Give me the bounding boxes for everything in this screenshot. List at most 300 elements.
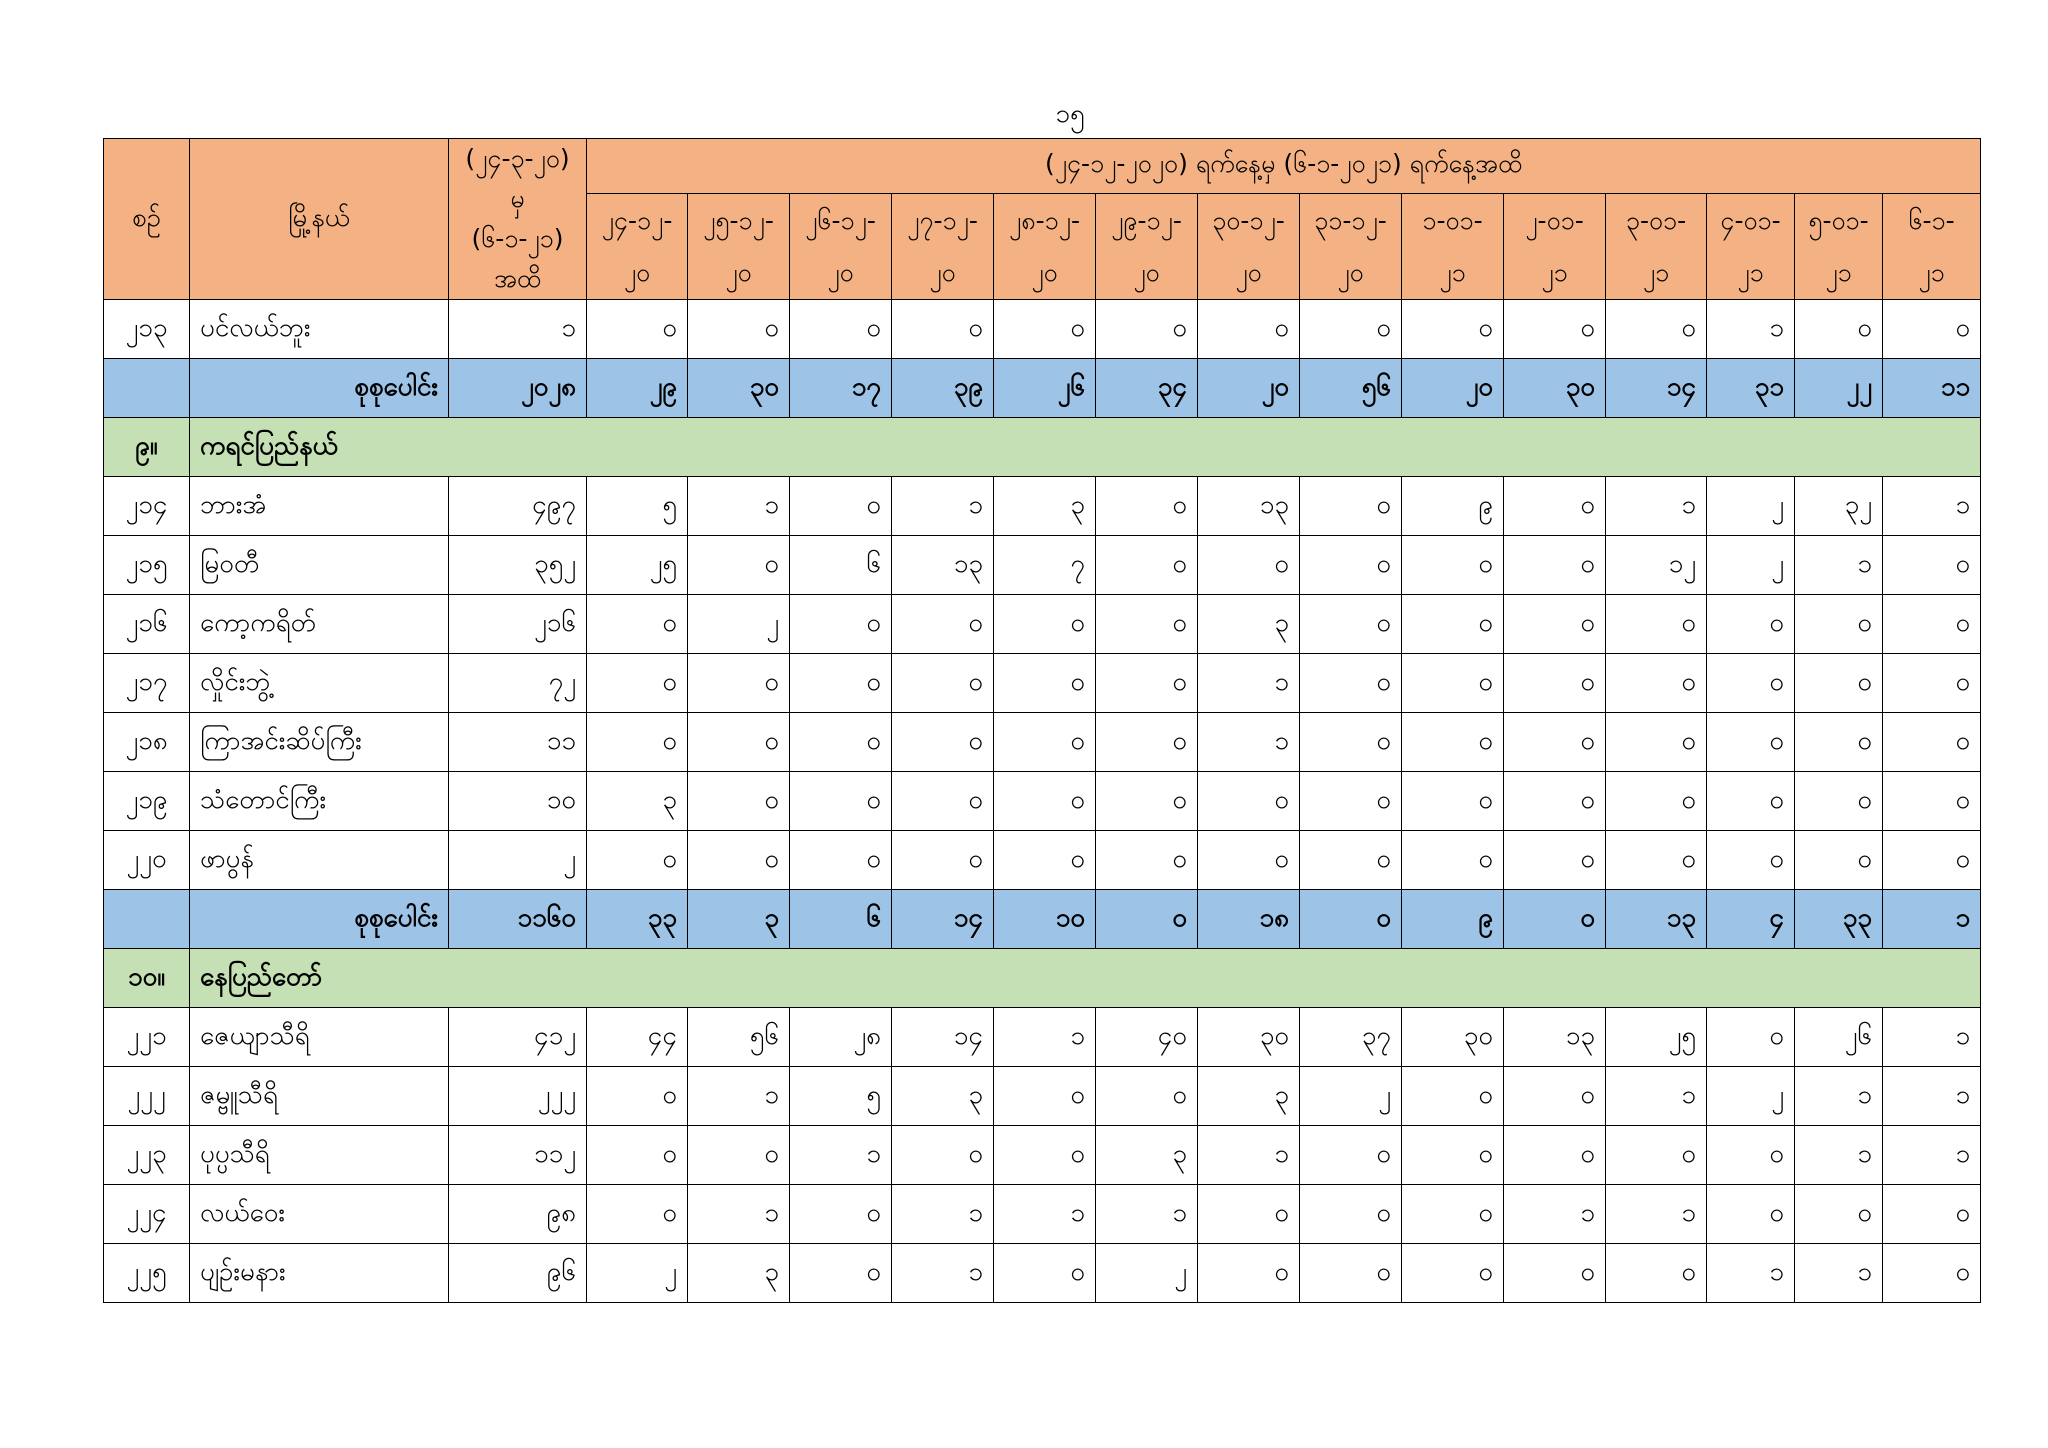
daily-value-cell: ၀ bbox=[1504, 772, 1606, 831]
total-daily-value: ၃၃ bbox=[1795, 890, 1883, 949]
date-header-line-2: ၂၀ bbox=[1235, 257, 1262, 287]
daily-value-cell: ၀ bbox=[994, 1067, 1096, 1126]
daily-value-cell: ၀ bbox=[1198, 831, 1300, 890]
daily-value-cell: ၀ bbox=[1606, 772, 1707, 831]
serial-cell: ၂၂၅ bbox=[104, 1244, 190, 1303]
table-row bbox=[104, 477, 1981, 536]
total-daily-value: ၃၃ bbox=[587, 890, 688, 949]
serial-header: စဉ် bbox=[104, 139, 190, 300]
serial-cell: ၂၁၇ bbox=[104, 654, 190, 713]
township-cell: မြဝတီ bbox=[190, 536, 449, 595]
daily-value-cell: ၀ bbox=[994, 713, 1096, 772]
daily-value-cell: ၀ bbox=[1402, 1067, 1504, 1126]
total-row bbox=[104, 359, 1981, 418]
daily-value-cell: ၀ bbox=[790, 1185, 892, 1244]
range-line-1: (၂၄-၃-၂၀) bbox=[465, 144, 570, 173]
daily-value-cell: ၀ bbox=[1504, 713, 1606, 772]
daily-value-cell: ၃ bbox=[1198, 1067, 1300, 1126]
daily-value-cell: ၀ bbox=[1300, 300, 1402, 359]
daily-value-cell: ၀ bbox=[790, 477, 892, 536]
daily-value-cell: ၀ bbox=[1300, 1126, 1402, 1185]
daily-value-cell: ၀ bbox=[1707, 772, 1795, 831]
total-blank-cell bbox=[104, 359, 190, 418]
daily-value-cell: ၀ bbox=[1707, 1126, 1795, 1185]
daily-value-cell: ၀ bbox=[1606, 654, 1707, 713]
total-daily-value: ၂၀ bbox=[1198, 359, 1300, 418]
covid-cases-table bbox=[103, 138, 1981, 1303]
table-row bbox=[104, 772, 1981, 831]
daily-value-cell: ၁ bbox=[790, 1126, 892, 1185]
total-daily-value: ၃၀ bbox=[1504, 359, 1606, 418]
total-daily-value: ၁၃ bbox=[1606, 890, 1707, 949]
table-row bbox=[104, 1185, 1981, 1244]
daily-value-cell: ၄၀ bbox=[1096, 1008, 1198, 1067]
township-cell: သံတောင်ကြီး bbox=[190, 772, 449, 831]
daily-value-cell: ၀ bbox=[994, 654, 1096, 713]
daily-value-cell: ၀ bbox=[1504, 595, 1606, 654]
daily-value-cell: ၀ bbox=[587, 831, 688, 890]
daily-value-cell: ၀ bbox=[1606, 1244, 1707, 1303]
daily-value-cell: ၁ bbox=[688, 1067, 790, 1126]
date-header bbox=[892, 194, 994, 300]
daily-value-cell: ၀ bbox=[1402, 654, 1504, 713]
daily-value-cell: ၁၂ bbox=[1606, 536, 1707, 595]
daily-value-cell: ၀ bbox=[892, 595, 994, 654]
township-cell: ကော့ကရိတ် bbox=[190, 595, 449, 654]
date-header bbox=[1402, 194, 1504, 300]
daily-value-cell: ၀ bbox=[1402, 1185, 1504, 1244]
daily-value-cell: ၃၀ bbox=[1198, 1008, 1300, 1067]
daily-value-cell: ၃၀ bbox=[1402, 1008, 1504, 1067]
cumulative-cell: ၂၁၆ bbox=[449, 595, 587, 654]
date-header bbox=[1707, 194, 1795, 300]
serial-cell: ၂၁၉ bbox=[104, 772, 190, 831]
table-row bbox=[104, 1244, 1981, 1303]
cumulative-range-header bbox=[449, 139, 587, 300]
daily-value-cell: ၀ bbox=[1198, 1244, 1300, 1303]
date-header-line-1: ၂-၀၁- bbox=[1525, 205, 1584, 235]
date-header-line-1: ၁-၀၁- bbox=[1422, 205, 1483, 235]
daily-value-cell: ၀ bbox=[1707, 1185, 1795, 1244]
range-line-4: အထိ bbox=[493, 264, 542, 293]
daily-value-cell: ၁ bbox=[892, 477, 994, 536]
daily-value-cell: ၁ bbox=[1795, 536, 1883, 595]
daily-value-cell: ၄၄ bbox=[587, 1008, 688, 1067]
daily-value-cell: ၂ bbox=[1707, 477, 1795, 536]
daily-value-cell: ၀ bbox=[790, 300, 892, 359]
cumulative-cell: ၉၈ bbox=[449, 1185, 587, 1244]
date-header-line-1: ၂၉-၁၂- bbox=[1111, 205, 1182, 235]
table-row bbox=[104, 536, 1981, 595]
daily-value-cell: ၁ bbox=[1504, 1185, 1606, 1244]
daily-value-cell: ၀ bbox=[1504, 1244, 1606, 1303]
daily-value-cell: ၀ bbox=[1300, 1244, 1402, 1303]
total-daily-value: ၃၉ bbox=[892, 359, 994, 418]
daily-value-cell: ၀ bbox=[1300, 595, 1402, 654]
region-row bbox=[104, 418, 1981, 477]
daily-value-cell: ၀ bbox=[994, 772, 1096, 831]
township-cell: ပုပ္ပသီရိ bbox=[190, 1126, 449, 1185]
range-line-2: မှ bbox=[510, 184, 525, 213]
daily-value-cell: ၀ bbox=[1795, 831, 1883, 890]
date-header-line-1: ၂၇-၁၂- bbox=[907, 205, 978, 235]
daily-value-cell: ၀ bbox=[587, 300, 688, 359]
total-daily-value: ၁၈ bbox=[1198, 890, 1300, 949]
total-daily-value: ၉ bbox=[1402, 890, 1504, 949]
table-row bbox=[104, 300, 1981, 359]
daily-value-cell: ၀ bbox=[1402, 536, 1504, 595]
region-name: နေပြည်တော် bbox=[190, 949, 1981, 1008]
serial-cell: ၂၁၅ bbox=[104, 536, 190, 595]
township-cell: ဇမ္ဗူသီရိ bbox=[190, 1067, 449, 1126]
daily-value-cell: ၀ bbox=[587, 595, 688, 654]
daily-value-cell: ၀ bbox=[1402, 300, 1504, 359]
daily-value-cell: ၀ bbox=[1795, 654, 1883, 713]
daily-value-cell: ၀ bbox=[1606, 831, 1707, 890]
daily-value-cell: ၀ bbox=[1402, 595, 1504, 654]
daily-value-cell: ၀ bbox=[1606, 595, 1707, 654]
daily-value-cell: ၁ bbox=[1883, 1008, 1981, 1067]
total-daily-value: ၃၀ bbox=[688, 359, 790, 418]
cumulative-cell: ၃၅၂ bbox=[449, 536, 587, 595]
daily-value-cell: ၀ bbox=[1300, 1185, 1402, 1244]
daily-value-cell: ၁ bbox=[1707, 1244, 1795, 1303]
date-header-line-1: ၃-၀၁- bbox=[1625, 205, 1687, 235]
daily-value-cell: ၀ bbox=[892, 772, 994, 831]
date-header-line-1: ၆-၁- bbox=[1908, 205, 1955, 235]
daily-value-cell: ၀ bbox=[1402, 1126, 1504, 1185]
daily-value-cell: ၂ bbox=[1096, 1244, 1198, 1303]
daily-value-cell: ၀ bbox=[790, 1244, 892, 1303]
daily-value-cell: ၀ bbox=[790, 713, 892, 772]
daily-value-cell: ၃ bbox=[994, 477, 1096, 536]
date-header-line-1: ၂၈-၁၂- bbox=[1009, 205, 1080, 235]
total-blank-cell bbox=[104, 890, 190, 949]
daily-value-cell: ၁ bbox=[1795, 1126, 1883, 1185]
daily-value-cell: ၀ bbox=[1707, 713, 1795, 772]
date-header-line-2: ၂၁ bbox=[1918, 257, 1945, 287]
total-cumulative: ၂၀၂၈ bbox=[449, 359, 587, 418]
daily-value-cell: ၀ bbox=[1504, 536, 1606, 595]
daily-value-cell: ၀ bbox=[1707, 1008, 1795, 1067]
serial-cell: ၂၂၁ bbox=[104, 1008, 190, 1067]
daily-value-cell: ၂၅ bbox=[587, 536, 688, 595]
date-header bbox=[1795, 194, 1883, 300]
serial-cell: ၂၁၃ bbox=[104, 300, 190, 359]
township-cell: ဘားအံ bbox=[190, 477, 449, 536]
daily-value-cell: ၁ bbox=[1198, 713, 1300, 772]
daily-value-cell: ၅၆ bbox=[688, 1008, 790, 1067]
cumulative-cell: ၁၁ bbox=[449, 713, 587, 772]
daily-value-cell: ၀ bbox=[1883, 654, 1981, 713]
daily-value-cell: ၀ bbox=[1300, 477, 1402, 536]
daily-value-cell: ၀ bbox=[1402, 1244, 1504, 1303]
daily-value-cell: ၀ bbox=[1402, 772, 1504, 831]
date-header-line-2: ၂၀ bbox=[725, 257, 752, 287]
daily-value-cell: ၁ bbox=[688, 477, 790, 536]
daily-value-cell: ၀ bbox=[1096, 477, 1198, 536]
daily-value-cell: ၁ bbox=[994, 1185, 1096, 1244]
daily-value-cell: ၁ bbox=[1795, 1067, 1883, 1126]
daily-value-cell: ၁ bbox=[1883, 477, 1981, 536]
serial-cell: ၂၂၀ bbox=[104, 831, 190, 890]
total-daily-value: ၂၆ bbox=[994, 359, 1096, 418]
daily-value-cell: ၀ bbox=[688, 300, 790, 359]
daily-value-cell: ၀ bbox=[790, 654, 892, 713]
daily-value-cell: ၀ bbox=[1300, 831, 1402, 890]
daily-value-cell: ၀ bbox=[1402, 713, 1504, 772]
region-number: ၉။ bbox=[104, 418, 190, 477]
daily-value-cell: ၀ bbox=[1096, 713, 1198, 772]
daily-value-cell: ၀ bbox=[1300, 654, 1402, 713]
cumulative-cell: ၂ bbox=[449, 831, 587, 890]
daily-value-cell: ၀ bbox=[1504, 1126, 1606, 1185]
daily-value-cell: ၀ bbox=[892, 300, 994, 359]
daily-value-cell: ၀ bbox=[688, 713, 790, 772]
daily-value-cell: ၀ bbox=[1795, 713, 1883, 772]
date-header-line-2: ၂၁ bbox=[1825, 257, 1852, 287]
range-line-3: (၆-၁-၂၁) bbox=[471, 224, 564, 253]
cumulative-cell: ၄၁၂ bbox=[449, 1008, 587, 1067]
daily-value-cell: ၃၇ bbox=[1300, 1008, 1402, 1067]
daily-value-cell: ၀ bbox=[688, 536, 790, 595]
cumulative-cell: ၁၀ bbox=[449, 772, 587, 831]
date-header-line-1: ၄-၀၁- bbox=[1720, 205, 1781, 235]
date-header bbox=[1504, 194, 1606, 300]
total-daily-value: ၂၉ bbox=[587, 359, 688, 418]
daily-value-cell: ၀ bbox=[1606, 1126, 1707, 1185]
daily-value-cell: ၂၆ bbox=[1795, 1008, 1883, 1067]
daily-value-cell: ၀ bbox=[1300, 713, 1402, 772]
daily-value-cell: ၀ bbox=[1606, 713, 1707, 772]
daily-value-cell: ၂ bbox=[1707, 1067, 1795, 1126]
total-label: စုစုပေါင်း bbox=[190, 890, 449, 949]
date-header-line-2: ၂၀ bbox=[1031, 257, 1058, 287]
daily-value-cell: ၀ bbox=[1300, 536, 1402, 595]
total-daily-value: ၀ bbox=[1300, 890, 1402, 949]
daily-value-cell: ၃ bbox=[587, 772, 688, 831]
daily-value-cell: ၀ bbox=[790, 831, 892, 890]
daily-value-cell: ၂ bbox=[587, 1244, 688, 1303]
daily-value-cell: ၀ bbox=[892, 713, 994, 772]
daily-value-cell: ၀ bbox=[1707, 831, 1795, 890]
daily-value-cell: ၀ bbox=[994, 595, 1096, 654]
date-header-line-2: ၂၀ bbox=[623, 257, 651, 287]
table-row bbox=[104, 1008, 1981, 1067]
daily-value-cell: ၃၂ bbox=[1795, 477, 1883, 536]
daily-value-cell: ၃ bbox=[1096, 1126, 1198, 1185]
daily-value-cell: ၁ bbox=[1883, 1126, 1981, 1185]
total-daily-value: ၁၀ bbox=[994, 890, 1096, 949]
township-header: မြို့နယ် bbox=[190, 139, 449, 300]
daily-value-cell: ၀ bbox=[1198, 536, 1300, 595]
date-header-line-2: ၂၀ bbox=[1133, 257, 1160, 287]
total-daily-value: ၆ bbox=[790, 890, 892, 949]
daily-value-cell: ၀ bbox=[1504, 300, 1606, 359]
serial-cell: ၂၁၄ bbox=[104, 477, 190, 536]
serial-cell: ၂၂၄ bbox=[104, 1185, 190, 1244]
date-header-line-2: ၂၁ bbox=[1541, 257, 1568, 287]
daily-value-cell: ၁၃ bbox=[892, 536, 994, 595]
table-row bbox=[104, 1067, 1981, 1126]
date-header bbox=[1096, 194, 1198, 300]
table-body bbox=[104, 300, 1981, 1303]
serial-cell: ၂၂၃ bbox=[104, 1126, 190, 1185]
date-header bbox=[1883, 194, 1981, 300]
total-daily-value: ၁၁ bbox=[1883, 359, 1981, 418]
region-name: ကရင်ပြည်နယ် bbox=[190, 418, 1981, 477]
date-header-line-1: ၂၄-၁၂- bbox=[601, 205, 673, 235]
total-daily-value: ၃ bbox=[688, 890, 790, 949]
header-row-1 bbox=[104, 139, 1981, 194]
date-header-line-2: ၂၁ bbox=[1642, 257, 1670, 287]
date-header-line-1: ၂၅-၁၂- bbox=[703, 205, 774, 235]
cumulative-cell: ၄၉၇ bbox=[449, 477, 587, 536]
daily-value-cell: ၀ bbox=[1096, 654, 1198, 713]
daily-value-cell: ၁ bbox=[1096, 1185, 1198, 1244]
total-daily-value: ၅၆ bbox=[1300, 359, 1402, 418]
daily-value-cell: ၃ bbox=[1198, 595, 1300, 654]
date-header-line-1: ၃၀-၁၂- bbox=[1212, 205, 1285, 235]
daily-value-cell: ၀ bbox=[1795, 300, 1883, 359]
daily-value-cell: ၀ bbox=[994, 1126, 1096, 1185]
date-header-line-1: ၃၁-၁၂- bbox=[1314, 205, 1387, 235]
daily-value-cell: ၀ bbox=[1198, 772, 1300, 831]
serial-cell: ၂၁၈ bbox=[104, 713, 190, 772]
daily-value-cell: ၀ bbox=[994, 300, 1096, 359]
daily-value-cell: ၀ bbox=[1707, 654, 1795, 713]
daily-value-cell: ၀ bbox=[688, 1126, 790, 1185]
daily-value-cell: ၁၄ bbox=[892, 1008, 994, 1067]
total-label: စုစုပေါင်း bbox=[190, 359, 449, 418]
cumulative-cell: ၉၆ bbox=[449, 1244, 587, 1303]
daily-value-cell: ၂၅ bbox=[1606, 1008, 1707, 1067]
daily-value-cell: ၀ bbox=[587, 713, 688, 772]
daily-value-cell: ၀ bbox=[587, 1126, 688, 1185]
daily-value-cell: ၀ bbox=[1198, 300, 1300, 359]
daily-value-cell: ၀ bbox=[1402, 831, 1504, 890]
date-header bbox=[1300, 194, 1402, 300]
daily-value-cell: ၀ bbox=[1795, 595, 1883, 654]
daily-value-cell: ၀ bbox=[892, 1126, 994, 1185]
daily-value-cell: ၁ bbox=[994, 1008, 1096, 1067]
township-cell: ကြာအင်းဆိပ်ကြီး bbox=[190, 713, 449, 772]
daily-value-cell: ၁ bbox=[688, 1185, 790, 1244]
daily-value-cell: ၀ bbox=[1096, 595, 1198, 654]
daily-value-cell: ၀ bbox=[790, 772, 892, 831]
daily-value-cell: ၀ bbox=[1883, 772, 1981, 831]
daily-value-cell: ၁ bbox=[892, 1185, 994, 1244]
daily-value-cell: ၂၈ bbox=[790, 1008, 892, 1067]
township-cell: ဇေယျာသီရိ bbox=[190, 1008, 449, 1067]
daily-value-cell: ၀ bbox=[790, 595, 892, 654]
daily-value-cell: ၀ bbox=[1795, 1185, 1883, 1244]
cumulative-cell: ၇၂ bbox=[449, 654, 587, 713]
daily-value-cell: ၀ bbox=[1883, 1185, 1981, 1244]
date-header-line-1: ၂၆-၁၂- bbox=[805, 205, 876, 235]
daily-value-cell: ၀ bbox=[1795, 772, 1883, 831]
daily-value-cell: ၀ bbox=[1300, 772, 1402, 831]
date-header-line-1: ၅-၀၁- bbox=[1808, 205, 1869, 235]
serial-cell: ၂၁၆ bbox=[104, 595, 190, 654]
daily-value-cell: ၁ bbox=[1606, 477, 1707, 536]
total-daily-value: ၄ bbox=[1707, 890, 1795, 949]
daily-value-cell: ၀ bbox=[892, 654, 994, 713]
daily-value-cell: ၁ bbox=[1707, 300, 1795, 359]
date-header bbox=[587, 194, 688, 300]
date-header-line-2: ၂၁ bbox=[1439, 257, 1466, 287]
total-daily-value: ၀ bbox=[1096, 890, 1198, 949]
daily-value-cell: ၁ bbox=[1198, 654, 1300, 713]
township-cell: လှိုင်းဘွဲ့ bbox=[190, 654, 449, 713]
daily-value-cell: ၀ bbox=[587, 654, 688, 713]
daily-value-cell: ၀ bbox=[892, 831, 994, 890]
daily-value-cell: ၅ bbox=[790, 1067, 892, 1126]
region-row bbox=[104, 949, 1981, 1008]
daily-value-cell: ၀ bbox=[587, 1067, 688, 1126]
township-cell: ဖာပွန် bbox=[190, 831, 449, 890]
daily-value-cell: ၀ bbox=[1883, 536, 1981, 595]
daily-value-cell: ၁ bbox=[1606, 1067, 1707, 1126]
total-daily-value: ၃၁ bbox=[1707, 359, 1795, 418]
daily-value-cell: ၀ bbox=[688, 831, 790, 890]
daily-value-cell: ၀ bbox=[1606, 300, 1707, 359]
township-cell: လယ်ဝေး bbox=[190, 1185, 449, 1244]
total-daily-value: ၀ bbox=[1504, 890, 1606, 949]
daily-value-cell: ၁ bbox=[1883, 1067, 1981, 1126]
daily-value-cell: ၀ bbox=[1883, 831, 1981, 890]
daily-value-cell: ၁ bbox=[1606, 1185, 1707, 1244]
cumulative-cell: ၁၁၂ bbox=[449, 1126, 587, 1185]
table-row bbox=[104, 831, 1981, 890]
daily-value-cell: ၀ bbox=[587, 1185, 688, 1244]
table-row bbox=[104, 713, 1981, 772]
date-header-line-2: ၂၁ bbox=[1737, 257, 1764, 287]
date-header-line-2: ၂၀ bbox=[929, 257, 956, 287]
daily-value-cell: ၆ bbox=[790, 536, 892, 595]
daily-value-cell: ၀ bbox=[1707, 595, 1795, 654]
daily-value-cell: ၀ bbox=[1096, 772, 1198, 831]
daily-value-cell: ၁၃ bbox=[1504, 1008, 1606, 1067]
date-header bbox=[790, 194, 892, 300]
daily-value-cell: ၉ bbox=[1402, 477, 1504, 536]
cumulative-cell: ၁ bbox=[449, 300, 587, 359]
daily-value-cell: ၀ bbox=[1504, 1067, 1606, 1126]
region-number: ၁၀။ bbox=[104, 949, 190, 1008]
serial-cell: ၂၂၂ bbox=[104, 1067, 190, 1126]
daily-value-cell: ၀ bbox=[994, 1244, 1096, 1303]
total-daily-value: ၁၇ bbox=[790, 359, 892, 418]
daily-value-cell: ၀ bbox=[1096, 831, 1198, 890]
total-daily-value: ၁ bbox=[1883, 890, 1981, 949]
daily-value-cell: ၀ bbox=[1504, 831, 1606, 890]
township-cell: ပင်လယ်ဘူး bbox=[190, 300, 449, 359]
daily-value-cell: ၅ bbox=[587, 477, 688, 536]
total-cumulative: ၁၁၆၀ bbox=[449, 890, 587, 949]
daily-value-cell: ၀ bbox=[1883, 595, 1981, 654]
daily-value-cell: ၀ bbox=[1883, 713, 1981, 772]
daily-value-cell: ၁၃ bbox=[1198, 477, 1300, 536]
date-header-line-2: ၂၀ bbox=[827, 257, 854, 287]
daily-value-cell: ၃ bbox=[892, 1067, 994, 1126]
daily-value-cell: ၀ bbox=[1883, 1244, 1981, 1303]
daily-value-cell: ၂ bbox=[1707, 536, 1795, 595]
daily-value-cell: ၀ bbox=[1883, 300, 1981, 359]
daily-value-cell: ၀ bbox=[994, 831, 1096, 890]
date-header bbox=[994, 194, 1096, 300]
total-daily-value: ၃၄ bbox=[1096, 359, 1198, 418]
daily-value-cell: ၀ bbox=[1504, 477, 1606, 536]
